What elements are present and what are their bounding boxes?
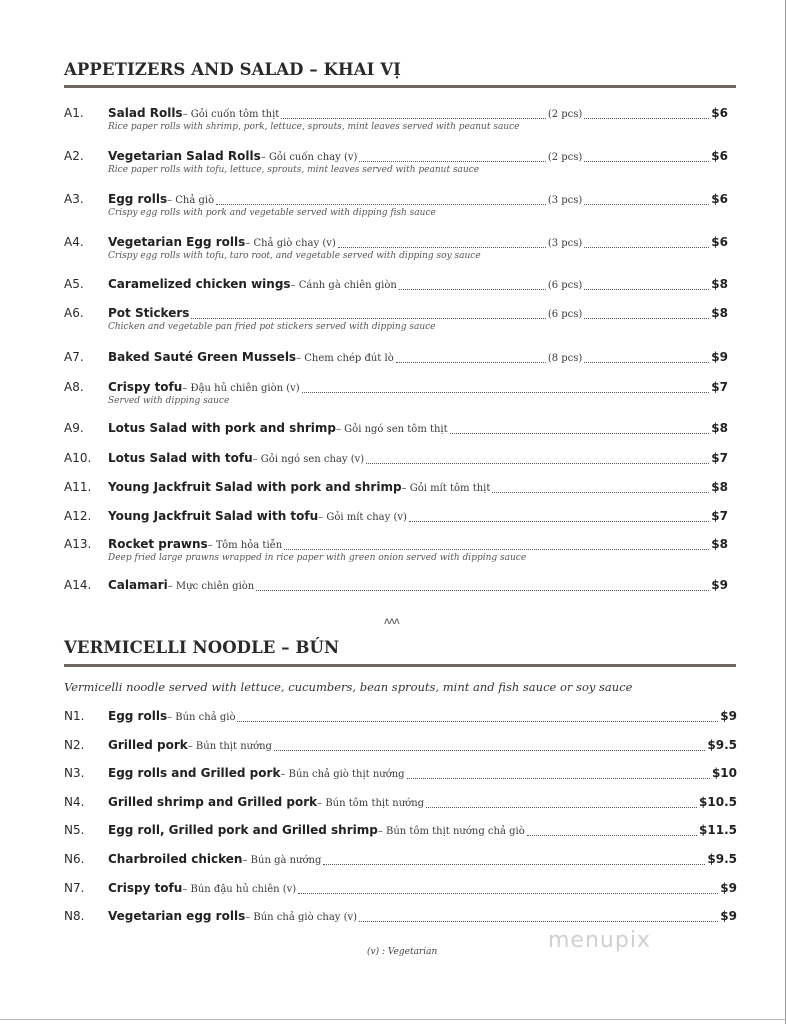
item-code: A3.: [64, 192, 84, 206]
watermark-logo: menupix: [548, 928, 651, 953]
item-code: A9.: [64, 421, 84, 435]
menu-item: [64, 149, 728, 175]
menu-item-line: [64, 235, 728, 252]
dot-leader: [584, 161, 709, 162]
dot-leader: [284, 549, 709, 550]
menu-item: [64, 509, 728, 526]
dot-leader: [584, 204, 709, 205]
menu-item: [64, 480, 728, 497]
item-code: A8.: [64, 380, 84, 394]
item-code: A7.: [64, 350, 84, 364]
section-divider-ornament: ʌʌʌ: [384, 616, 399, 627]
scan-edge-bottom: [0, 1019, 786, 1020]
dot-leader: [584, 289, 709, 290]
menu-item: [64, 306, 728, 332]
menu-item-line: [64, 823, 737, 840]
item-vietnamese-name: – Bún chả giò chay (v): [245, 912, 358, 923]
dot-leader: [274, 750, 705, 751]
menu-item-line: [64, 909, 737, 926]
item-vietnamese-name: – Bún tôm thịt nướng: [317, 798, 425, 809]
item-code: A4.: [64, 235, 84, 249]
item-code: N3.: [64, 766, 85, 780]
dot-leader: [359, 161, 545, 162]
item-price: $6: [711, 192, 728, 206]
item-price: $6: [711, 235, 728, 249]
item-price: $9: [711, 578, 728, 592]
item-description: Rice paper rolls with shrimp, pork, lettuce, sprouts, mint leaves served with peanut sauce: [108, 122, 520, 132]
item-price: $11.5: [699, 823, 737, 837]
item-name: Vegetarian egg rolls: [108, 909, 246, 923]
menu-item: [64, 881, 737, 898]
menu-item: [64, 277, 728, 294]
item-description: Chicken and vegetable pan fried pot stickers served with dipping sauce: [108, 322, 436, 332]
item-vietnamese-name: – Gỏi ngó sen chay (v): [252, 454, 365, 465]
vermicelli-rule: [64, 664, 736, 667]
dot-leader: [407, 778, 710, 779]
item-vietnamese-name: – Gỏi mít tôm thịt: [401, 483, 491, 494]
dot-leader: [359, 921, 718, 922]
menu-item: [64, 766, 737, 783]
item-price: $10.5: [699, 795, 737, 809]
menu-item-line: [64, 881, 737, 898]
item-name: Lotus Salad with tofu: [108, 451, 253, 465]
dot-leader: [584, 118, 709, 119]
item-description: Rice paper rolls with tofu, lettuce, sprouts, mint leaves served with peanut sauce: [108, 165, 480, 175]
dot-leader: [302, 392, 710, 393]
item-code: A6.: [64, 306, 84, 320]
dot-leader: [584, 247, 709, 248]
item-code: A1.: [64, 106, 84, 120]
menu-item-line: [64, 795, 737, 812]
item-name: Vegetarian Salad Rolls: [108, 149, 261, 163]
dot-leader: [338, 247, 546, 248]
menu-item-line: [64, 738, 737, 755]
item-name: Young Jackfruit Salad with tofu: [108, 509, 319, 523]
item-vietnamese-name: – Bún tôm thịt nướng chả giò: [377, 826, 525, 837]
menu-item-line: [64, 277, 728, 294]
menu-item: [64, 578, 728, 595]
item-name: Pot Stickers: [108, 306, 190, 320]
dot-leader: [584, 318, 709, 319]
dot-leader: [426, 807, 697, 808]
item-description: Deep fried large prawns wrapped in rice paper with green onion served with dipping sauce: [108, 553, 527, 563]
item-code: N5.: [64, 823, 85, 837]
item-code: A10.: [64, 451, 92, 465]
item-code: A11.: [64, 480, 92, 494]
menu-item-line: [64, 578, 728, 595]
item-price: $8: [711, 480, 728, 494]
item-vietnamese-name: – Mực chiên giòn: [167, 581, 255, 592]
item-price: $7: [711, 509, 728, 523]
item-name: Crispy tofu: [108, 380, 183, 394]
menu-item-line: [64, 852, 737, 869]
menu-item-line: [64, 766, 737, 783]
dot-leader: [492, 492, 709, 493]
item-quantity: (3 pcs): [547, 195, 583, 206]
item-vietnamese-name: – Gỏi mít chay (v): [318, 512, 407, 523]
item-price: $9: [720, 709, 737, 723]
item-vietnamese-name: – Bún chả giò thịt nướng: [280, 769, 405, 780]
dot-leader: [396, 362, 546, 363]
item-price: $8: [711, 277, 728, 291]
vegetarian-footnote: (v) : Vegetarian: [367, 947, 438, 957]
item-price: $8: [711, 421, 728, 435]
vermicelli-intro: Vermicelli noodle served with lettuce, cucumbers, bean sprouts, mint and fish sauce or soy sauce: [64, 680, 633, 694]
menu-item: [64, 192, 728, 218]
menu-item-line: [64, 106, 728, 123]
item-code: N7.: [64, 881, 85, 895]
item-code: N6.: [64, 852, 85, 866]
item-quantity: (6 pcs): [547, 280, 583, 291]
item-quantity: (2 pcs): [547, 152, 583, 163]
item-name: Charbroiled chicken: [108, 852, 243, 866]
menu-item-line: [64, 537, 728, 554]
item-price: $7: [711, 451, 728, 465]
dot-leader: [527, 835, 697, 836]
menu-item: [64, 852, 737, 869]
item-quantity: (2 pcs): [547, 109, 583, 120]
menu-item: [64, 451, 728, 468]
menu-item: [64, 421, 728, 438]
item-description: Served with dipping sauce: [108, 396, 230, 406]
item-description: Crispy egg rolls with tofu, taro root, and vegetable served with dipping soy sauce: [108, 251, 481, 261]
item-vietnamese-name: – Chả giò chay (v): [245, 238, 336, 249]
item-vietnamese-name: – Bún gà nướng: [242, 855, 322, 866]
menu-item-line: [64, 480, 728, 497]
item-name: Caramelized chicken wings: [108, 277, 291, 291]
menu-item-line: [64, 509, 728, 526]
menu-item: [64, 738, 737, 755]
item-price: $8: [711, 537, 728, 551]
dot-leader: [409, 521, 709, 522]
appetizers-title: APPETIZERS AND SALAD – KHAI VỊ: [64, 60, 402, 79]
item-vietnamese-name: – Tôm hỏa tiễn: [207, 540, 283, 551]
item-code: N1.: [64, 709, 85, 723]
item-price: $9: [720, 909, 737, 923]
item-name: Crispy tofu: [108, 881, 183, 895]
item-vietnamese-name: – Bún chả giò: [167, 712, 236, 723]
menu-item: [64, 235, 728, 261]
item-code: A12.: [64, 509, 92, 523]
menu-item: [64, 350, 728, 367]
item-price: $10: [711, 766, 737, 780]
menu-item: [64, 709, 737, 726]
item-vietnamese-name: – Gỏi ngó sen tôm thịt: [336, 424, 448, 435]
menu-item: [64, 380, 728, 406]
item-name: Rocket prawns: [108, 537, 208, 551]
appetizers-rule: [64, 85, 736, 88]
item-price: $6: [711, 106, 728, 120]
item-name: Egg rolls and Grilled pork: [108, 766, 281, 780]
item-vietnamese-name: – Gỏi cuốn chay (v): [260, 152, 358, 163]
item-name: Salad Rolls: [108, 106, 183, 120]
item-price: $9.5: [707, 852, 737, 866]
item-name: Vegetarian Egg rolls: [108, 235, 246, 249]
dot-leader: [366, 463, 709, 464]
dot-leader: [237, 721, 718, 722]
item-name: Egg rolls: [108, 192, 168, 206]
dot-leader: [298, 893, 718, 894]
dot-leader: [399, 289, 546, 290]
item-quantity: (3 pcs): [547, 238, 583, 249]
menu-item-line: [64, 380, 728, 397]
menu-item-line: [64, 421, 728, 438]
menu-item: [64, 106, 728, 132]
item-code: A13.: [64, 537, 92, 551]
item-name: Grilled pork: [108, 738, 188, 752]
item-price: $8: [711, 306, 728, 320]
item-quantity: (8 pcs): [547, 353, 583, 364]
item-quantity: (6 pcs): [547, 309, 583, 320]
item-price: $7: [711, 380, 728, 394]
dot-leader: [323, 864, 705, 865]
dot-leader: [191, 318, 545, 319]
dot-leader: [216, 204, 546, 205]
item-price: $9: [711, 350, 728, 364]
item-code: N8.: [64, 909, 85, 923]
item-code: A2.: [64, 149, 84, 163]
item-price: $9: [720, 881, 737, 895]
item-vietnamese-name: – Đậu hủ chiên giòn (v): [182, 383, 300, 394]
item-name: Lotus Salad with pork and shrimp: [108, 421, 336, 435]
dot-leader: [256, 590, 709, 591]
item-vietnamese-name: – Chem chép đút lò: [296, 353, 394, 364]
vermicelli-title: VERMICELLI NOODLE – BÚN: [64, 638, 340, 657]
item-name: Calamari: [108, 578, 168, 592]
item-name: Egg rolls: [108, 709, 168, 723]
menu-item: [64, 823, 737, 840]
item-price: $6: [711, 149, 728, 163]
menu-item-line: [64, 306, 728, 323]
dot-leader: [584, 362, 709, 363]
menu-item-line: [64, 451, 728, 468]
menu-item-line: [64, 192, 728, 209]
item-code: A5.: [64, 277, 84, 291]
dot-leader: [450, 433, 710, 434]
item-name: Baked Sauté Green Mussels: [108, 350, 297, 364]
item-code: A14.: [64, 578, 92, 592]
item-code: N2.: [64, 738, 85, 752]
menu-item-line: [64, 350, 728, 367]
menu-item-line: [64, 709, 737, 726]
menu-item: [64, 537, 728, 563]
item-vietnamese-name: – Gỏi cuốn tôm thịt: [182, 109, 280, 120]
item-name: Young Jackfruit Salad with pork and shrimp: [108, 480, 402, 494]
menu-item: [64, 795, 737, 812]
dot-leader: [281, 118, 546, 119]
item-description: Crispy egg rolls with pork and vegetable served with dipping fish sauce: [108, 208, 436, 218]
item-vietnamese-name: – Bún thịt nướng: [187, 741, 272, 752]
item-name: Egg roll, Grilled pork and Grilled shrimp: [108, 823, 378, 837]
menu-item: [64, 909, 737, 926]
item-name: Grilled shrimp and Grilled pork: [108, 795, 318, 809]
menu-item-line: [64, 149, 728, 166]
item-vietnamese-name: – Bún đậu hủ chiên (v): [182, 884, 297, 895]
item-code: N4.: [64, 795, 85, 809]
item-vietnamese-name: – Chả giò: [167, 195, 215, 206]
item-vietnamese-name: – Cánh gà chiên giòn: [290, 280, 397, 291]
item-price: $9.5: [707, 738, 737, 752]
